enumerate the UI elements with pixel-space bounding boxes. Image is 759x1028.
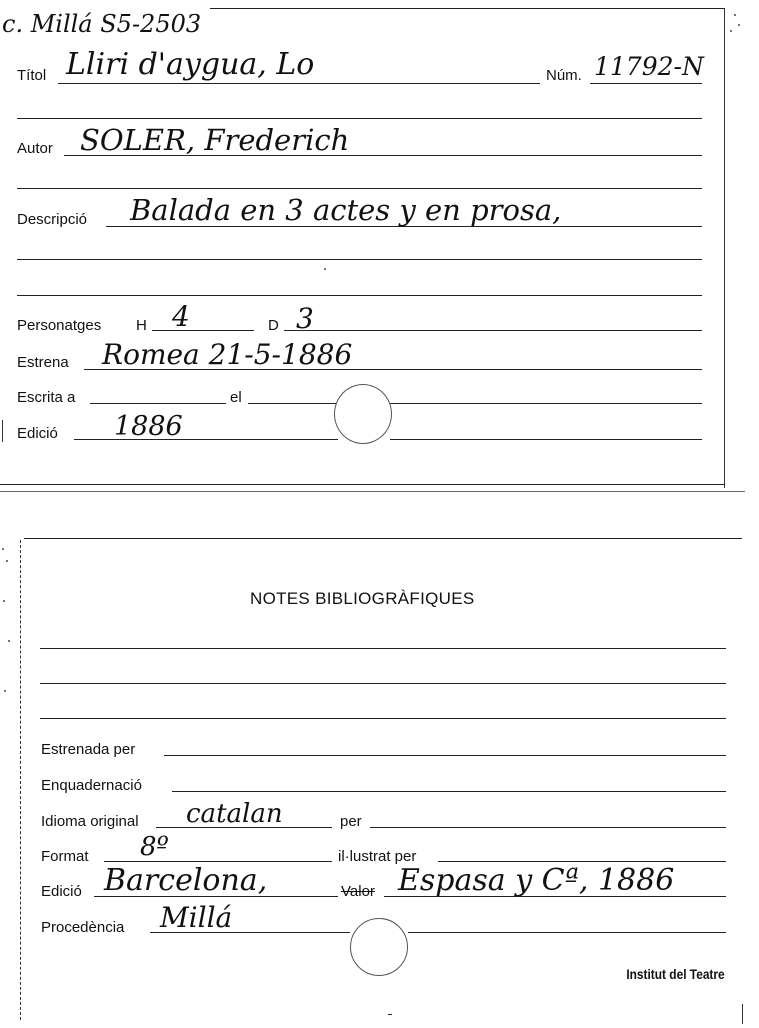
format-line — [104, 861, 332, 862]
ruled-line — [17, 188, 702, 189]
card-bottom-edge — [0, 484, 725, 485]
titol-label: Títol — [17, 67, 47, 84]
ruled-line — [40, 683, 726, 684]
speck — [730, 30, 732, 32]
estrena-value: Romea 21-5-1886 — [102, 338, 353, 371]
illustrat-label: il·lustrat per — [338, 848, 417, 865]
escrita-el-line-right — [390, 403, 702, 404]
valor-label: Valor — [341, 883, 375, 900]
idioma-label: Idioma original — [41, 813, 139, 830]
edge-mark — [2, 420, 3, 442]
ruled-line — [17, 259, 702, 260]
punch-hole — [334, 384, 392, 444]
personatges-d-value: 3 — [296, 302, 314, 335]
estrenada-line — [164, 755, 726, 756]
speck — [738, 24, 740, 26]
personatges-d-label: D — [268, 317, 279, 334]
speck — [3, 600, 5, 602]
ruled-line — [40, 718, 726, 719]
institution-footer: Institut del Teatre — [626, 966, 725, 982]
descripcio-label: Descripció — [17, 211, 88, 228]
descripcio-value: Balada en 3 actes y en prosa, — [130, 193, 562, 227]
illustrat-line — [438, 861, 726, 862]
enquadernacio-line — [172, 791, 726, 792]
personatges-h-value: 4 — [172, 300, 190, 333]
card-left-edge — [20, 540, 21, 1020]
speck — [734, 14, 736, 16]
num-line — [590, 83, 702, 84]
escrita-el-line-left — [248, 403, 338, 404]
personatges-label: Personatges — [17, 317, 102, 334]
speck — [2, 548, 4, 550]
autor-label: Autor — [17, 140, 53, 157]
speck — [4, 690, 6, 692]
num-value: 11792-N — [594, 52, 704, 81]
escrita-line — [90, 403, 226, 404]
ruled-line — [40, 648, 726, 649]
titol-value: Lliri d'aygua, Lo — [66, 47, 315, 82]
idioma-per-line — [370, 827, 726, 828]
card-right-edge — [724, 8, 725, 488]
personatges-d-line — [284, 330, 702, 331]
autor-value: SOLER, Frederich — [80, 123, 350, 157]
edicio2-city: Barcelona, — [104, 863, 268, 898]
num-label: Núm. — [546, 67, 582, 84]
bottom-mark — [388, 1014, 392, 1015]
ruled-line — [17, 118, 702, 119]
card-right-mark — [742, 1004, 743, 1024]
notes-heading: NOTES BIBLIOGRÀFIQUES — [250, 589, 475, 608]
ruled-line — [17, 295, 702, 296]
speck — [8, 640, 10, 642]
edicio2-label: Edició — [41, 883, 82, 900]
speck — [324, 268, 326, 270]
punch-hole — [350, 918, 408, 976]
edicio-line-right — [390, 439, 702, 440]
procedencia-line-right — [408, 932, 726, 933]
titol-line — [58, 83, 540, 84]
estrenada-label: Estrenada per — [41, 741, 136, 758]
format-label: Format — [41, 848, 89, 865]
card-top-edge — [210, 8, 725, 9]
format-value: 8º — [140, 832, 169, 862]
personatges-h-line — [152, 330, 254, 331]
enquadernacio-label: Enquadernació — [41, 777, 142, 794]
ref-number: c. Millá S5-2503 — [2, 10, 202, 38]
escrita-el-label: el — [230, 389, 242, 406]
escrita-label: Escrita a — [17, 389, 76, 406]
edicio-value: 1886 — [114, 411, 183, 442]
idioma-per-label: per — [340, 813, 362, 830]
edicio2-publisher: Espasa y Cª, 1886 — [398, 863, 675, 898]
speck — [6, 560, 8, 562]
idioma-value: catalan — [186, 799, 283, 829]
card-top-edge — [24, 538, 742, 539]
edicio-label: Edició — [17, 425, 58, 442]
procedencia-label: Procedència — [41, 919, 125, 936]
estrena-label: Estrena — [17, 354, 69, 371]
procedencia-value: Millá — [160, 901, 233, 934]
personatges-h-label: H — [136, 317, 147, 334]
card-bottom-shadow — [0, 491, 745, 492]
